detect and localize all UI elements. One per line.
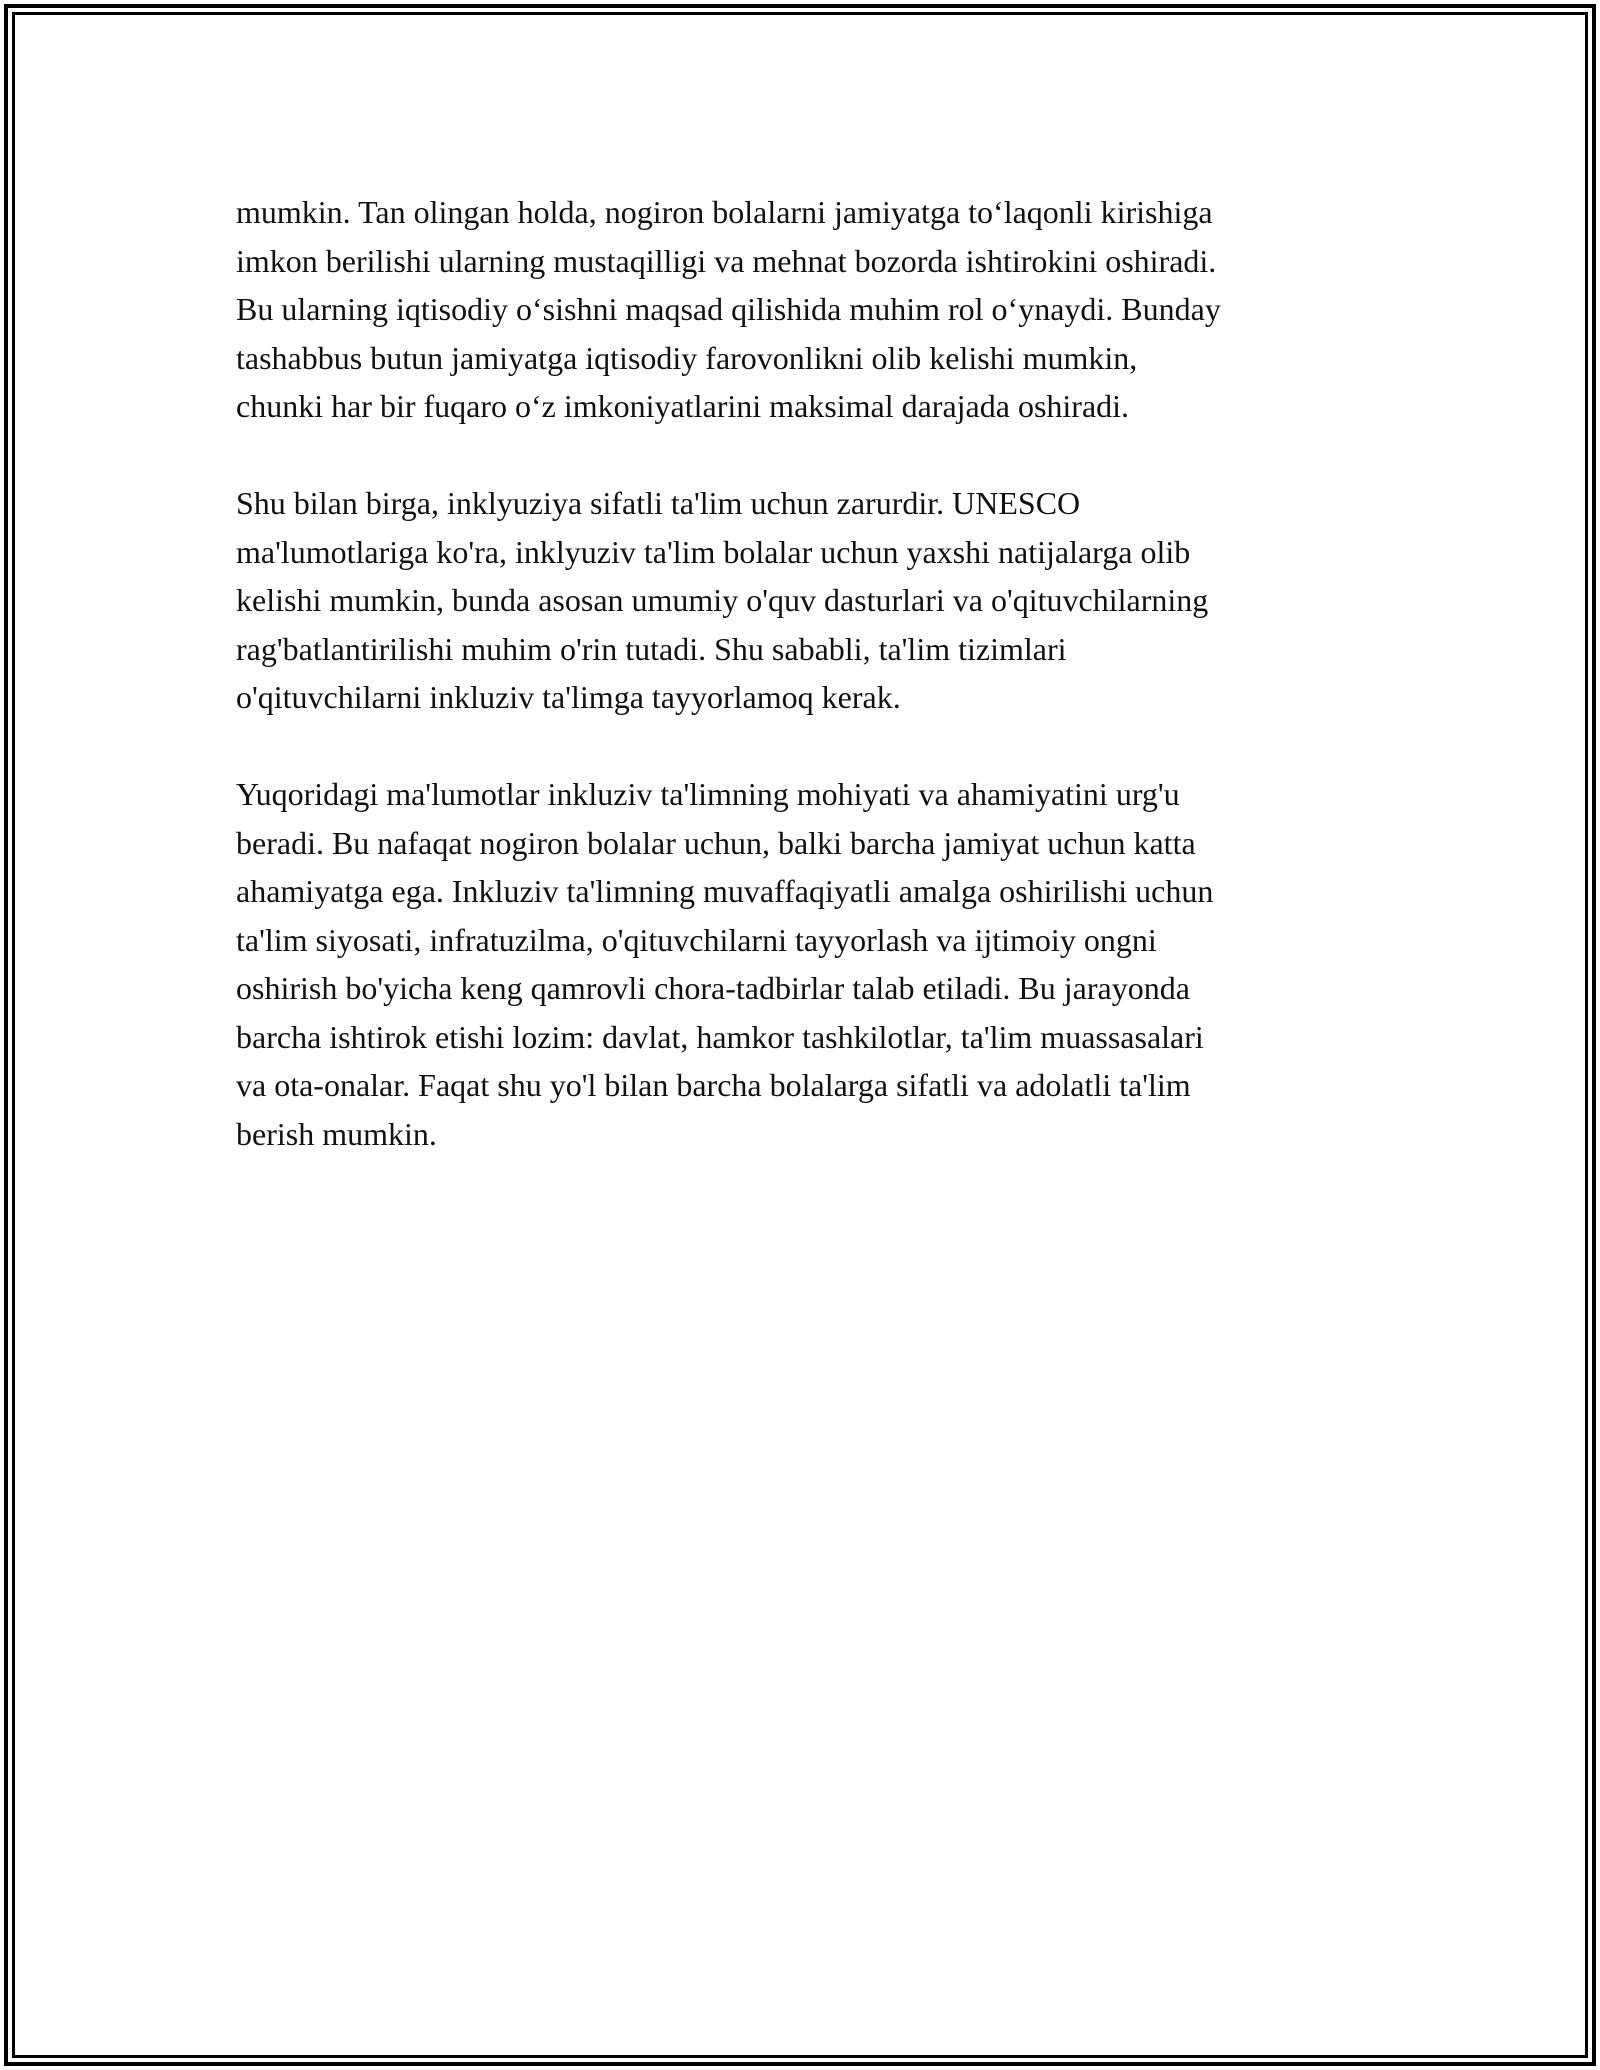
text-line: va ota-onalar. Faqat shu yo'l bilan barcha bolalarga sifatli va adolatli ta'lim xyxy=(236,1067,1191,1103)
text-line: tashabbus butun jamiyatga iqtisodiy farovonlikni olib kelishi mumkin, xyxy=(236,339,1138,376)
paragraph-3 xyxy=(236,770,1376,1158)
text-line: chunki har bir fuqaro o‘z imkoniyatlarini maksimal darajada oshiradi. xyxy=(236,388,1130,424)
text-line: ahamiyatga ega. Inkluziv ta'limning muvaffaqiyatli amalga oshirilishi uchun xyxy=(236,873,1214,909)
text-line: Bu ularning iqtisodiy o‘sishni maqsad qilishida muhim rol o‘ynaydi. Bunday xyxy=(236,291,1221,327)
text-line: o'qituvchilarni inkluziv ta'limga tayyorlamoq kerak. xyxy=(236,679,901,715)
document-body xyxy=(236,188,1376,1207)
text-line: mumkin. Tan olingan holda, nogiron bolalarni jamiyatga to‘laqonli kirishiga xyxy=(236,194,1213,230)
paragraph-2 xyxy=(236,479,1376,722)
text-line: Yuqoridagi ma'lumotlar inkluziv ta'limning mohiyati va ahamiyatini urg'u xyxy=(236,776,1180,812)
text-line: berish mumkin. xyxy=(236,1115,437,1152)
text-line: beradi. Bu nafaqat nogiron bolalar uchun, balki barcha jamiyat uchun katta xyxy=(236,824,1196,861)
text-line: imkon berilishi ularning mustaqilligi va mehnat bozorda ishtirokini oshiradi. xyxy=(236,242,1217,279)
text-line: ta'lim siyosati, infratuzilma, o'qituvchilarni tayyorlash va ijtimoiy ongni xyxy=(236,921,1157,958)
text-line: ma'lumotlariga ko'ra, inklyuziv ta'lim bolalar uchun yaxshi natijalarga olib xyxy=(236,533,1191,570)
text-line: oshirish bo'yicha keng qamrovli chora-tadbirlar talab etiladi. Bu jarayonda xyxy=(236,970,1190,1006)
text-line: Shu bilan birga, inklyuziya sifatli ta'lim uchun zarurdir. UNESCO xyxy=(236,485,1081,521)
paragraph-1 xyxy=(236,188,1376,431)
text-line: kelishi mumkin, bunda asosan umumiy o'quv dasturlari va o'qituvchilarning xyxy=(236,582,1209,618)
text-line: rag'batlantirilishi muhim o'rin tutadi. Shu sababli, ta'lim tizimlari xyxy=(236,630,1067,667)
text-line: barcha ishtirok etishi lozim: davlat, hamkor tashkilotlar, ta'lim muassasalari xyxy=(236,1018,1204,1055)
